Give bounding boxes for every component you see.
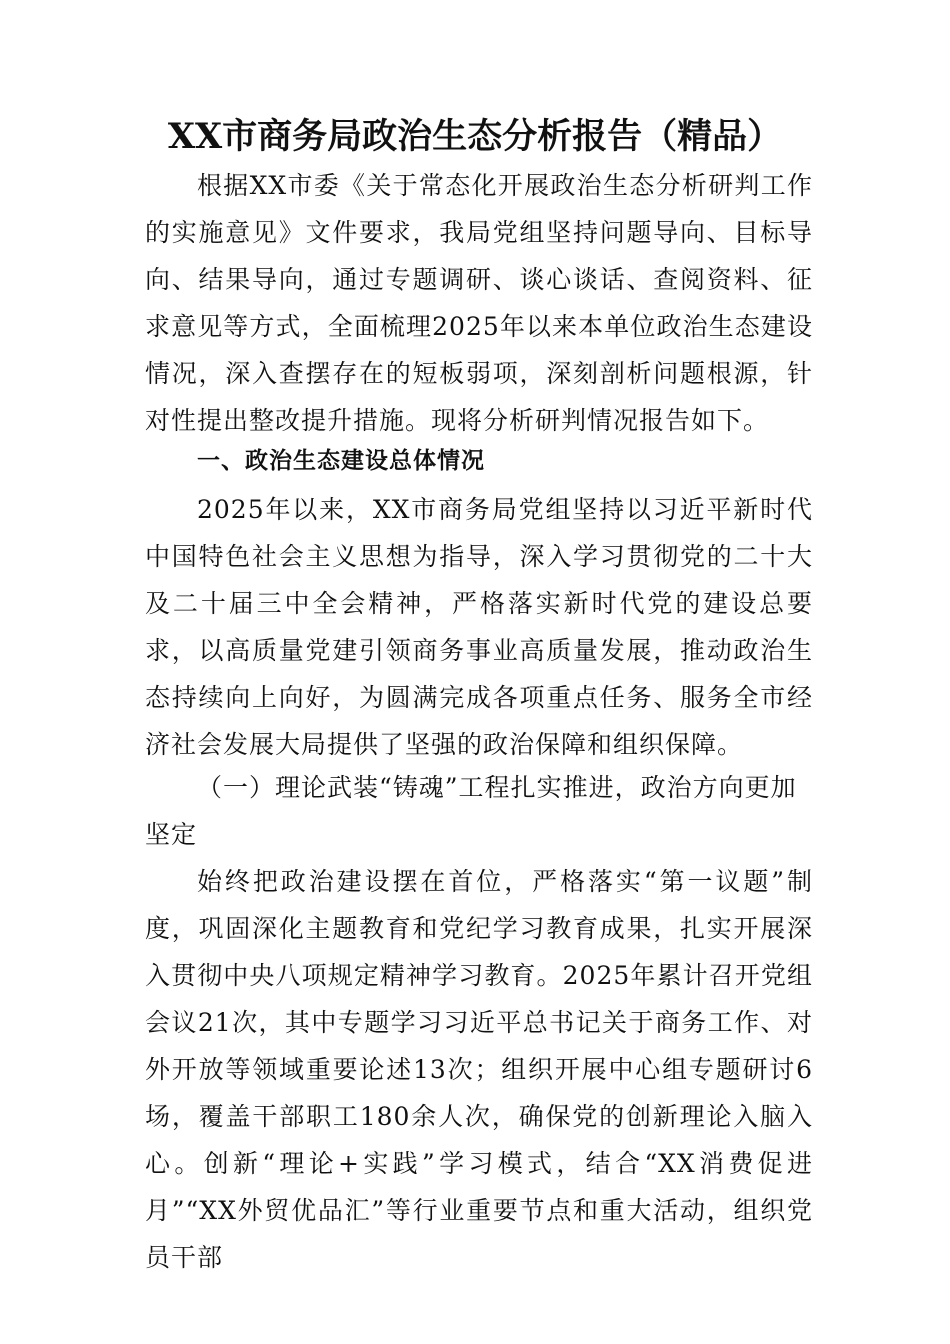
subsection-1-paragraph: 始终把政治建设摆在首位，严格落实“第一议题”制度，巩固深化主题教育和党纪学习教育成果，扎实开展深入贯彻中央八项规定精神学习教育。2025年累计召开党组会议21次，其中专题学习习近平总书记关于商务工作、对外开放等领域重要论述13次；组织开展中心组专题研讨6场，覆盖干部职工180余人次，确保党的创新理论入脑入心。创新“理论+实践”学习模式，结合“XX消费促进月”“XX外贸优品汇”等行业重要节点和重大活动，组织党员干部 <box>145 867 813 1272</box>
section-1-paragraph: 2025年以来，XX市商务局党组坚持以习近平新时代中国特色社会主义思想为指导，深入学习贯彻党的二十大及二十届三中全会精神，严格落实新时代党的建设总要求，以高质量党建引领商务事业高质量发展，推动政治生态持续向上向好，为圆满完成各项重点任务、服务全市经济社会发展大局提供了坚强的政治保障和组织保障。 <box>145 495 813 759</box>
intro-paragraph: 根据XX市委《关于常态化开展政治生态分析研判工作的实施意见》文件要求，我局党组坚持问题导向、目标导向、结果导向，通过专题调研、谈心谈话、查阅资料、征求意见等方式，全面梳理2025年以来本单位政治生态建设情况，深入查摆存在的短板弱项，深刻剖析问题根源，针对性提出整改提升措施。现将分析研判情况报告如下。 <box>145 171 813 435</box>
subsection-heading-1: （一）理论武装“铸魂”工程扎实推进，政治方向更加坚定 <box>145 773 797 849</box>
document-title: XX市商务局政治生态分析报告（精品） <box>167 116 783 157</box>
section-heading-1: 一、政治生态建设总体情况 <box>197 448 485 474</box>
